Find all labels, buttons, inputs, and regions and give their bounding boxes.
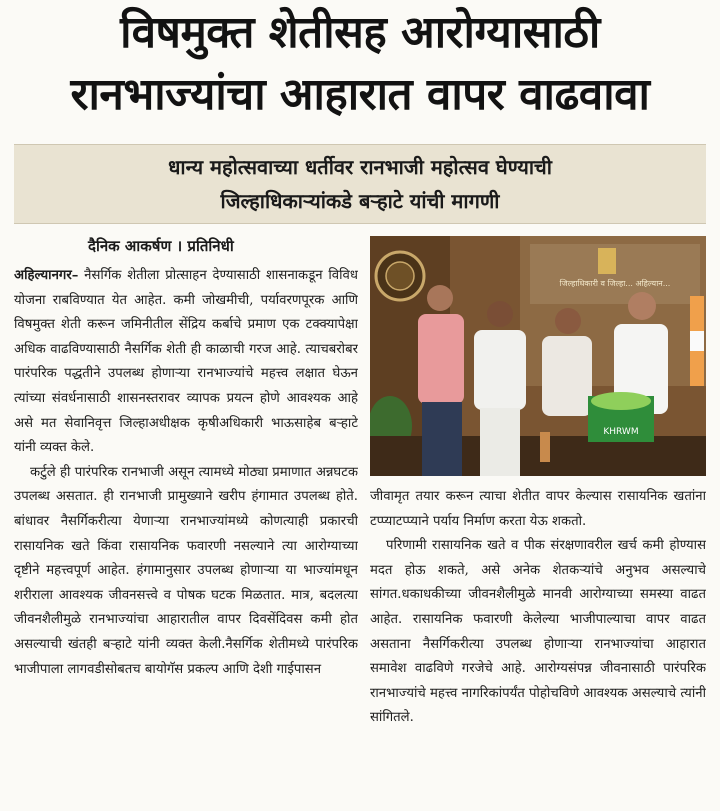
subheadline-line-2: जिल्हाधिकाऱ्यांकडे बऱ्हाटे यांची मागणी xyxy=(220,189,500,213)
crate-label: KHRWM xyxy=(603,427,639,437)
news-photo xyxy=(370,236,706,476)
person-pink-shirt xyxy=(418,314,464,404)
wall-sign-text: जिल्हाधिकारी व जिल्हा... अहिल्यान... xyxy=(559,279,671,288)
headline-line-1: विषमुक्त शेतीसह आरोग्यासाठी xyxy=(120,7,600,58)
news-photo-illustration xyxy=(370,236,706,476)
article-left-column xyxy=(14,264,358,811)
article-paragraph-4: परिणामी रासायनिक खते व पीक संरक्षणावरील खर्च कमी होण्यास मदत होऊ शकते, असे अनेक शेतकऱ्यांचे अनुभव असल्याचे सांगत.धकाधकीच्या जीवनशैलीमुळे मानवी आरोग्याच्या समस्या वाढत आहेत. रासायनिक फवारणी केलेल्या भाजीपाल्याचा वापर वाढत असताना नैसर्गिकरीत्या उपलब्ध होणाऱ्या रानभाज्यांचा आहारात समावेश वाढविणे गरजेचे आहे. आरोग्यसंपन्न जीवनासाठी पारंपरिक रानभाज्यांचे महत्त्व नागरिकांपर्यंत पोहोचविणे आवश्यक असल्याचे त्यांनी सांगितले. xyxy=(370,538,706,726)
article-paragraph-1 xyxy=(14,264,358,461)
headline-line-2: रानभाज्यांचा आहारात वापर वाढवावा xyxy=(70,69,650,120)
article-paragraph-3: जीवामृत तयार करून त्याचा शेतीत वापर केल्यास रासायनिक खतांना टप्प्याटप्प्याने पर्याय निर्माण करता येऊ शकतो. xyxy=(370,489,706,529)
subheadline-line-1: धान्य महोत्सवाच्या धर्तीवर रानभाजी महोत्सव घेण्याची xyxy=(168,155,552,179)
article-paragraph-1-text: नैसर्गिक शेतीला प्रोत्साहन देण्यासाठी शासनाकडून विविध योजना राबविण्यात येत आहेत. कमी जोखमीची, पर्यावरणपूरक आणि विषमुक्त शेती करून जमिनीतील सेंद्रिय कर्बाचे प्रमाण एक टक्क्यापेक्षा अधिक वाढविण्यासाठी नैसर्गिक शेती ही काळाची गरज आहे. त्याचबरोबर पारंपरिक पद्धतीने उपलब्ध होणाऱ्या रानभाज्यांचे महत्त्व लक्षात घेऊन त्यांच्या संवर्धनासाठी शासनस्तरावर व्यापक प्रयत्न होणे आवश्यक आहे असे मत सेवानिवृत्त जिल्हाअधीक्षक कृषीअधिकारी भाऊसाहेब बऱ्हाटे यांनी व्यक्त केले. xyxy=(14,268,358,456)
person-third xyxy=(542,336,592,416)
national-emblem xyxy=(598,248,616,274)
byline: दैनिक आकर्षण । प्रतिनिधी xyxy=(88,237,234,255)
dateline-place: अहिल्यानगर– xyxy=(14,268,79,283)
subheadline-box xyxy=(14,144,706,224)
article-right-column xyxy=(370,485,706,811)
person-white-shirt xyxy=(474,330,526,410)
article-paragraph-2: कर्टुले ही पारंपरिक रानभाजी असून त्यामध्ये मोठ्या प्रमाणात अन्नघटक उपलब्ध असतात. ही रानभाजी प्रामुख्याने खरीप हंगामात उपलब्ध होते. बांधावर नैसर्गिकरीत्या येणाऱ्या रानभाज्यांमध्ये कोणत्याही प्रकारची रासायनिक खते किंवा रासायनिक फवारणी नसल्याने त्या आरोग्याच्या दृष्टीने महत्त्वपूर्ण आहेत. हंगामानुसार उपलब्ध होणाऱ्या या भाज्यांमधून शरीराला आवश्यक जीवनसत्त्वे व पोषक घटक मिळतात. मात्र, बदलत्या जीवनशैलीमुळे रानभाज्यांचा आहारातील वापर दिवसेंदिवस कमी होत असल्याची खंतही बऱ्हाटे यांनी व्यक्त केली.नैसर्गिक शेतीमध्ये पारंपरिक भाजीपाला लागवडीसोबतच बायोगॅस प्रकल्प आणि देशी गाईपासन xyxy=(14,464,358,677)
